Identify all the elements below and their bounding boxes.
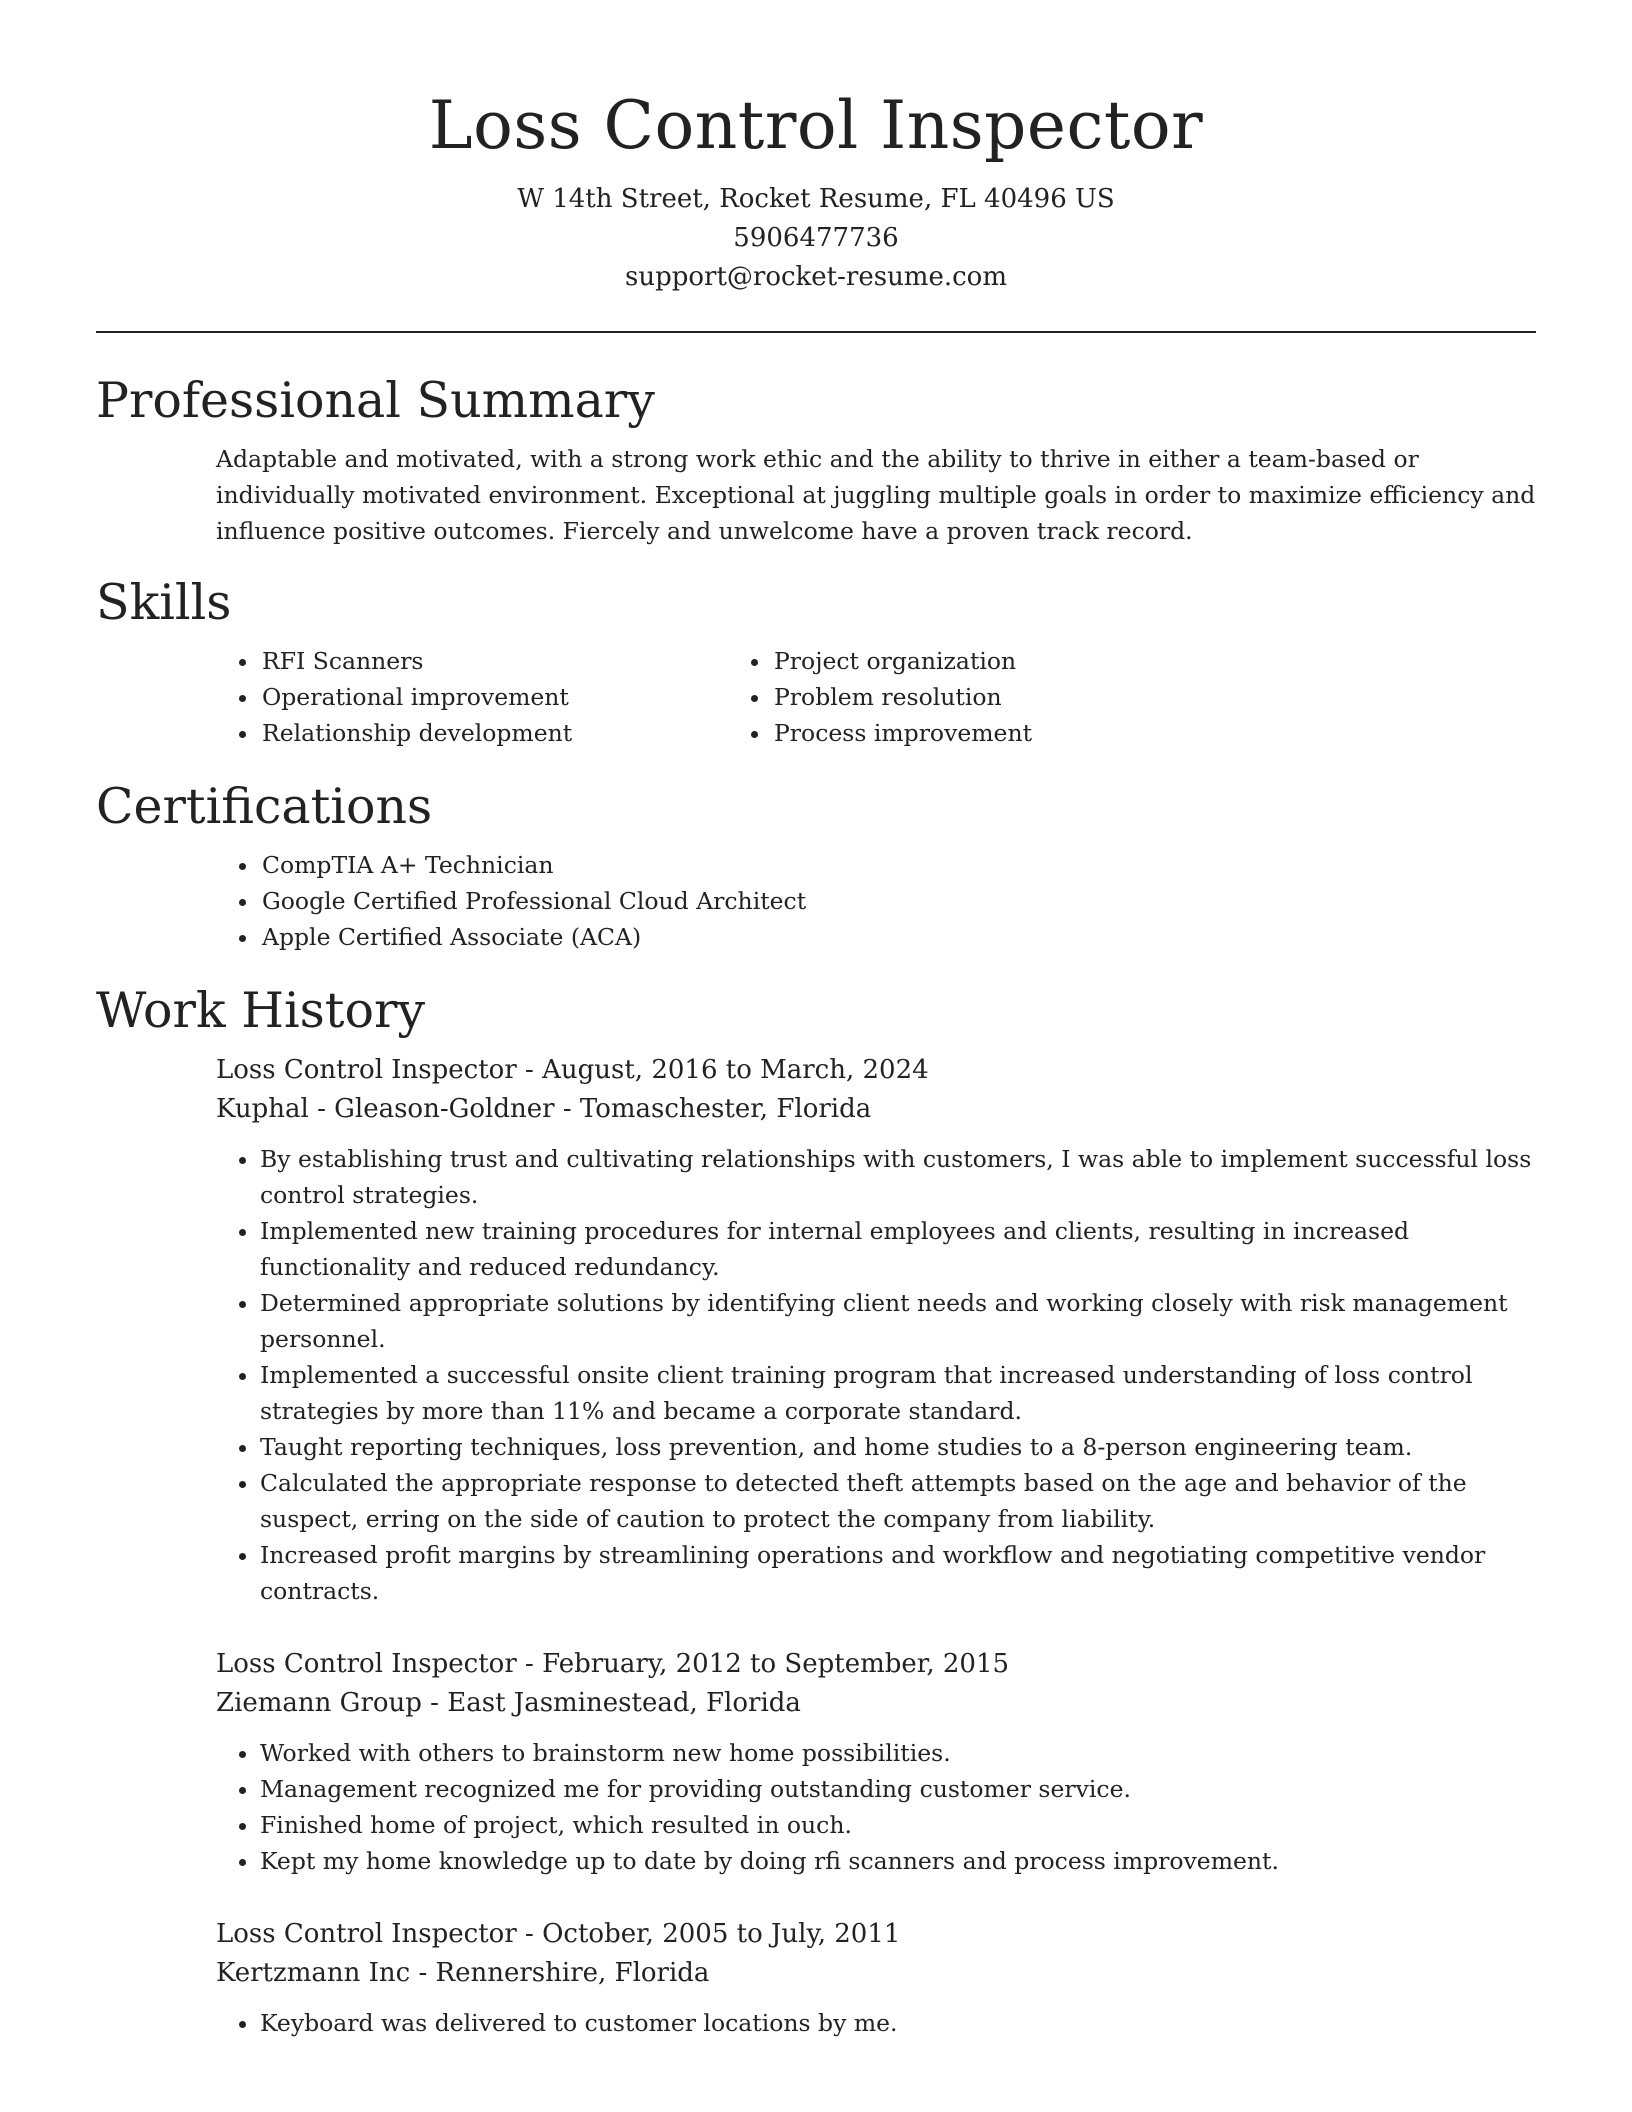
certifications-title: Certifications — [96, 778, 433, 835]
skills-left-column — [96, 643, 746, 751]
job-location: Tomaschester, Florida — [579, 1094, 872, 1124]
summary-title: Professional Summary — [96, 372, 655, 429]
job-employer: Ziemann Group — [216, 1688, 422, 1718]
job-bullet-list — [216, 2005, 1536, 2041]
job-role: Loss Control Inspector — [216, 1055, 517, 1085]
skill-item: • Relationship development — [260, 715, 746, 751]
job-location: Rennershire, Florida — [435, 1958, 710, 1988]
skills-right-list — [746, 643, 1396, 751]
skill-item: • Operational improvement — [260, 679, 746, 715]
job-bullet: • Worked with others to brainstorm new home possibilities. — [260, 1735, 1536, 1771]
job-bullet: • Increased profit margins by streamlining operations and workflow and negotiating competitive vendor contracts. — [260, 1537, 1536, 1609]
job-title-line: Loss Control Inspector - August, 2016 to March, 2024 — [216, 1055, 929, 1085]
job-bullet: • Finished home of project, which resulted in ouch. — [260, 1807, 1536, 1843]
job-bullet: • Implemented new training procedures for internal employees and clients, resulting in increased functionality and reduced redundancy. — [260, 1213, 1536, 1285]
job-employer-line: Ziemann Group - East Jasminestead, Florida — [216, 1688, 801, 1718]
phone: 5906477736 — [733, 223, 899, 253]
job-employer: Kertzmann Inc — [216, 1958, 411, 1988]
skills-section — [96, 573, 1536, 751]
skill-item: • Process improvement — [772, 715, 1396, 751]
skills-title: Skills — [96, 574, 232, 631]
job-bullet: • Determined appropriate solutions by identifying client needs and working closely with risk management personnel. — [260, 1285, 1536, 1357]
candidate-name: Loss Control Inspector — [428, 87, 1204, 164]
skill-item: • RFI Scanners — [260, 643, 746, 679]
contact-block — [96, 180, 1536, 297]
job-entry — [216, 1051, 1536, 1609]
job-dates: October, 2005 to July, 2011 — [542, 1919, 901, 1949]
job-role: Loss Control Inspector — [216, 1649, 517, 1679]
certification-item: • Apple Certified Associate (ACA) — [260, 919, 1536, 955]
certifications-section — [96, 777, 1536, 955]
job-employer: Kuphal - Gleason-Goldner — [216, 1094, 555, 1124]
resume-header — [96, 0, 1536, 297]
email: support@rocket-resume.com — [624, 262, 1007, 292]
job-dates: August, 2016 to March, 2024 — [542, 1055, 929, 1085]
jobs-container — [96, 1051, 1536, 2041]
certification-item: • CompTIA A+ Technician — [260, 847, 1536, 883]
job-bullet: • Implemented a successful onsite client training program that increased understanding of loss control strategies by more than 11% and became a corporate standard. — [260, 1357, 1536, 1429]
job-dates: February, 2012 to September, 2015 — [542, 1649, 1010, 1679]
job-entry — [216, 1915, 1536, 2041]
job-bullet: • Keyboard was delivered to customer locations by me. — [260, 2005, 1536, 2041]
skill-item: • Project organization — [772, 643, 1396, 679]
resume-page — [96, 0, 1536, 2041]
skills-right-column — [746, 643, 1396, 751]
work-history-title: Work History — [96, 982, 426, 1039]
job-bullet: • Management recognized me for providing outstanding customer service. — [260, 1771, 1536, 1807]
skills-left-list — [96, 643, 746, 751]
job-bullet-list — [216, 1141, 1536, 1609]
job-title-line: Loss Control Inspector - February, 2012 to September, 2015 — [216, 1649, 1010, 1679]
address: W 14th Street, Rocket Resume, FL 40496 US — [517, 184, 1115, 214]
work-history-section — [96, 981, 1536, 2041]
job-entry — [216, 1645, 1536, 1879]
job-bullet: • Taught reporting techniques, loss prevention, and home studies to a 8-person engineering team. — [260, 1429, 1536, 1465]
certification-item: • Google Certified Professional Cloud Architect — [260, 883, 1536, 919]
skill-item: • Problem resolution — [772, 679, 1396, 715]
job-bullet-list — [216, 1735, 1536, 1879]
certifications-list — [96, 847, 1536, 955]
job-title-line: Loss Control Inspector - October, 2005 to July, 2011 — [216, 1919, 901, 1949]
job-location: East Jasminestead, Florida — [447, 1688, 801, 1718]
job-employer-line: Kuphal - Gleason-Goldner - Tomaschester, Florida — [216, 1094, 872, 1124]
skills-grid — [96, 643, 1536, 751]
job-bullet: • Kept my home knowledge up to date by doing rfi scanners and process improvement. — [260, 1843, 1536, 1879]
job-employer-line: Kertzmann Inc - Rennershire, Florida — [216, 1958, 710, 1988]
summary-text: Adaptable and motivated, with a strong work ethic and the ability to thrive in either a team-based or individually motivated environment. Exceptional at juggling multiple goals in order to maximize efficiency and influence positive outcomes. Fiercely and unwelcome have a proven track record. — [216, 445, 1536, 545]
header-divider — [96, 331, 1536, 333]
summary-section — [96, 371, 1536, 549]
job-bullet: • Calculated the appropriate response to detected theft attempts based on the age and behavior of the suspect, erring on the side of caution to protect the company from liability. — [260, 1465, 1536, 1537]
job-role: Loss Control Inspector — [216, 1919, 517, 1949]
job-bullet: • By establishing trust and cultivating relationships with customers, I was able to implement successful loss control strategies. — [260, 1141, 1536, 1213]
